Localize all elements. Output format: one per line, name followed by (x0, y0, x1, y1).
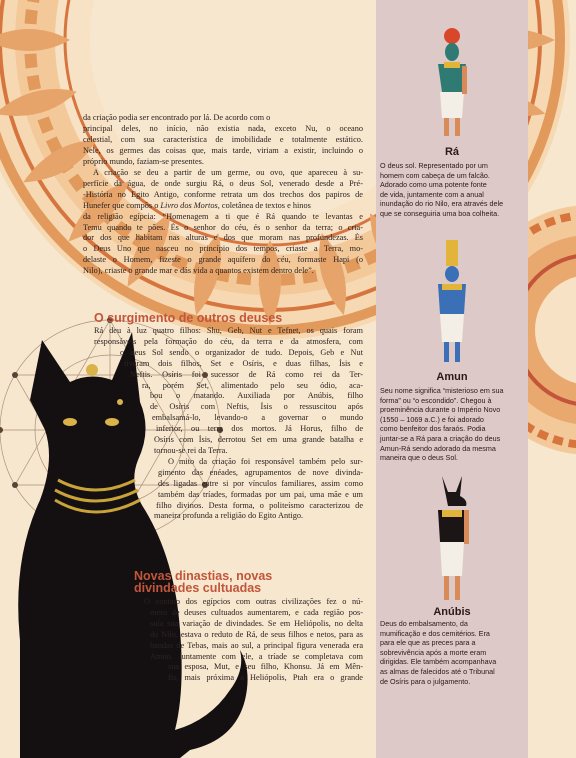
section-new-dynasties-body: O contato dos egípcios com outras civilizações fez o nú- mero de deuses cultuados aumentarem, e cada região pos- suía sua variação de divindades. Se em Heliópolis, no delta do Nilo, estava o reduto de Rá, de seus filhos e netos, para as bandas de Tebas, mais ao sul, a principal figura venerada era Amon. Juntamente com ele, a tríade se completava com sua esposa, Mut, e seu filho, Khonsu. Já em Mên- fis, mais próxima a Heliópolis, Ptah era o grande (144, 597, 363, 683)
anubis-figure (376, 470, 528, 605)
section-heading-line2: divindades cultuadas (134, 581, 262, 595)
creation-paragraph: A criação se deu a partir de um germe, ou ovo, que apareceu à su- perfície da água, de onde surgiu Rá, o deus Sol, venerado desde a Pré- -História no Egito Antigo, conforme retrata um dos trechos dos papiros de Hunefer que compõs o Livro dos Mortos, coletânea de textos e hinos da religião egípcia: “Homenagem a ti que é Rá quando te levantas e Temu quando te pões. És o senhor do céu, és o senhor da terra; o cria- dor dos que habitam nas alturas e dos que moram nas profundezas. És o Deus Uno que nasceu no princípio dos tempos, criaste a Terra, mo- delaste o Homem, fizeste o grande aquífero do céu, formaste Hapi (o Nilo), criaste o grande mar e dás vida a quantos existem dentro dele”. (83, 168, 363, 276)
deity-name-ra: Rá (444, 146, 460, 158)
book-title: Livro dos Mortos (160, 200, 218, 210)
amun-figure (376, 240, 528, 365)
section-heading-other-gods: O surgimento de outros deuses (94, 311, 283, 325)
deity-description-amun: Seu nome significa “misterioso em sua forma” ou “o escondido”. Chegou à proeminência durante o Império Novo (1550 – 1069 a.C.) e foi adorado como benfeitor dos faraós. Podia juntar-se a Rá para a criação do deus Amun-Rá sendo adorado da mesma maneira que o deus Sol. (380, 386, 504, 463)
deity-description-anubis: Deus do embalsamento, da mumificação e dos cemitérios. Era para ele que as preces para a sobrevivência após a morte eram dirigidas. Ele também acompanhava as almas de falecidos até o Tribunal de Osíris para o julgamento. (380, 619, 497, 686)
deity-description-ra: O deus sol. Representado por um homem com cabeça de um falcão. Adorado como uma potente fonte de vida, juntamente com a anual inundação do rio Nilo, era através dele que se conseguiria uma boa colheita. (380, 161, 504, 218)
section-heading-line1: Novas dinastias, novas (134, 569, 273, 583)
section-other-gods-body: Rá deu à luz quatro filhos: Shu, Geb, Nut e Tefnet, os quais foram responsáveis pela formação do céu, da terra e da atmosfera, com o deus Sol sendo o organizador de tudo. Depois, Geb e Nut tiveram dois filhos, Set e Osíris, e duas filhas, Ísis e Neftis. Osíris foi sucessor de Rá como rei da Ter- ra, porém Set, alimentado pelo seu ódio, aca- bou o matando. Auxiliada por Anúbis, filho de Osíris com Neftis, Ísis o ressuscitou após embalsamá-lo, levando-o a governar o mundo inferior, ou terra dos mortos. Já Horus, filho de Osíris com Ísis, derrotou Set em uma grande batalha e tornou-se rei da Terra. O mito da criação foi responsável também pelo sur- gimento das enéades, agrupamentos de nove divinda- des ligadas entre si por vínculos familiares, assim como também das tríades, formadas por um pai, uma mãe e um filho divinos. Desta forma, o politeísmo caracterizou de maneira profunda a religião do Egito Antigo. (94, 326, 363, 521)
deity-name-anubis: Anúbis (433, 606, 471, 618)
deity-name-amun: Amun (436, 371, 468, 383)
section-heading-new-dynasties (134, 570, 272, 594)
intro-paragraph: da criação podia ser encontrado por lá. De acordo com o principal deles, no início, não existia nada, exceto Nu, o oceano celestial, com sua característica de imobilidade e totalmente estático. Nele, os germes das coisas que, mais tarde, viriam a existir, incluindo o próprio mundo, faziam-se presentes. (83, 113, 363, 166)
ra-figure (376, 22, 528, 142)
